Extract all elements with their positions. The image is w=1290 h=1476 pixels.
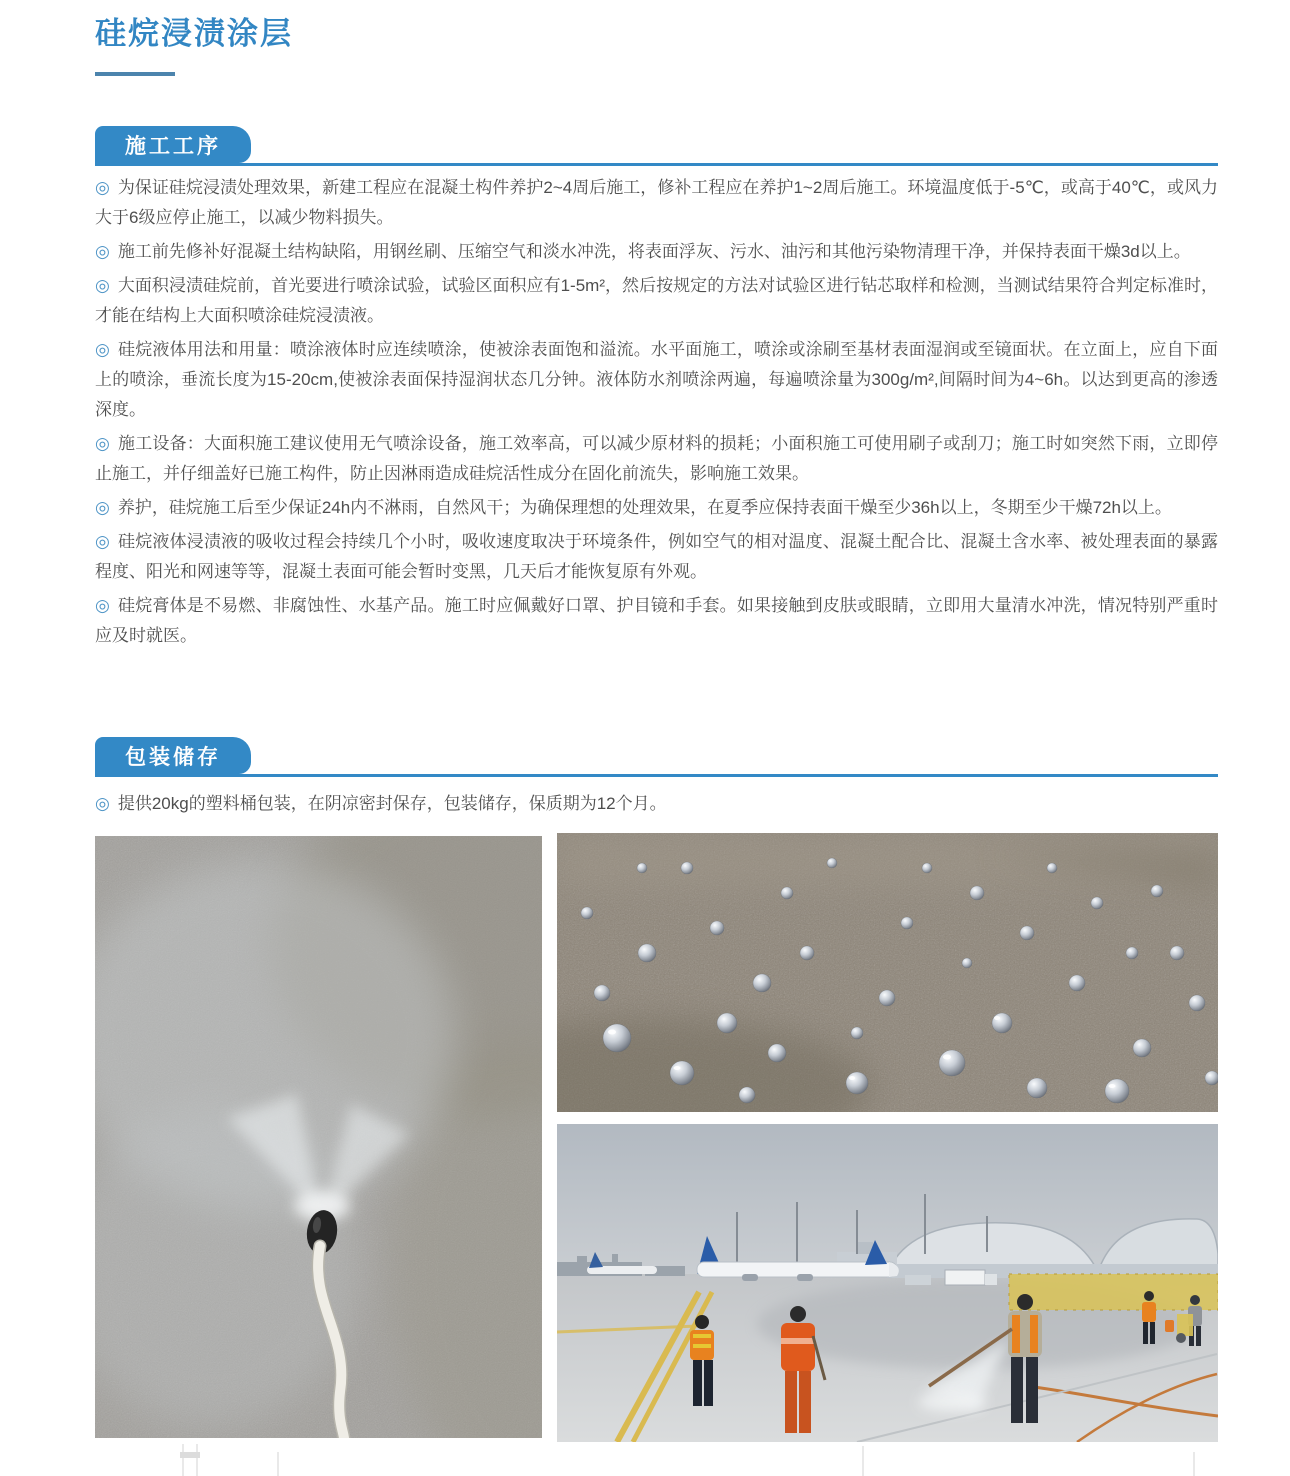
bullet-text: 养护，硅烷施工后至少保证24h内不淋雨，自然风干；为确保理想的处理效果，在夏季应保持表面干燥至少36h以上，冬期至少干燥72h以上。 [117,498,1172,517]
page-title: 硅烷浸渍涂层 [95,16,293,51]
photo-airport-apron-silane-application [557,1124,1218,1442]
bullet-text: 施工设备：大面积施工建议使用无气喷涂设备，施工效率高，可以减少原材料的损耗；小面积施工可使用刷子或刮刀；施工时如突然下雨，立即停止施工，并仔细盖好已施工构件，防止因淋雨造成硅烷活性成分在固化前流失，影响施工效果。 [95,434,1218,483]
bullet-ring-icon: ◎ [95,242,110,261]
bullet-ring-icon: ◎ [95,276,110,295]
bullet-text: 施工前先修补好混凝土结构缺陷，用钢丝刷、压缩空气和淡水冲洗，将表面浮灰、污水、油污和其他污染物清理干净，并保持表面干燥3d以上。 [117,242,1191,261]
photo-water-beading-on-concrete-surface [557,833,1218,1112]
concrete-wall-spray-illustration [95,836,542,1438]
bullet-text: 硅烷液体用法和用量：喷涂液体时应连续喷涂，使被涂表面饱和溢流。水平面施工，喷涂或涂刷至基材表面湿润或至镜面状。在立面上，应自下面上的喷涂，垂流长度为15-20cm,使被涂表面保持湿润状态几分钟。液体防水剂喷涂两遍，每遍喷涂量为300g/m²,间隔时间为4~6h。以达到更高的渗透深度。 [95,340,1218,419]
watermark-stroke [182,1444,184,1476]
bullet-ring-icon: ◎ [95,596,111,615]
bullet-ring-icon: ◎ [95,794,110,813]
title-underline [95,72,175,76]
watermark-stroke [277,1452,279,1476]
watermark-stroke [180,1452,200,1458]
water-beading-illustration [557,833,1218,1112]
bullet-item [95,591,1218,651]
bullet-ring-icon: ◎ [95,178,110,197]
bullet-ring-icon: ◎ [95,498,110,517]
bullet-item [95,493,1218,523]
construction-procedure-text [95,173,1218,655]
photo-silane-spray-on-concrete-wall [95,836,542,1438]
bullet-item [95,237,1218,267]
section-tab-label: 包装储存 [125,745,221,769]
bullet-item [95,173,1218,233]
bullet-item [95,789,1218,819]
construction-fence [1009,1274,1218,1310]
bullet-item [95,429,1218,489]
bullet-ring-icon: ◎ [95,434,111,453]
watermark-stroke [862,1446,864,1476]
bullet-ring-icon: ◎ [95,532,111,551]
packaging-storage-text [95,789,1218,823]
bullet-text: 提供20kg的塑料桶包装，在阴凉密封保存，包装储存，保质期为12个月。 [117,794,667,813]
bullet-item [95,271,1218,331]
airport-apron-illustration [557,1124,1218,1442]
bullet-item [95,527,1218,587]
bullet-item [95,335,1218,425]
bullet-text: 硅烷液体浸渍液的吸收过程会持续几个小时，吸收速度取决于环境条件，例如空气的相对温度、混凝土配合比、混凝土含水率、被处理表面的暴露程度、阳光和网速等等，混凝土表面可能会暂时变黑，几天后才能恢复原有外观。 [95,532,1218,581]
section-tab-construction-procedure [95,126,251,163]
bullet-text: 硅烷膏体是不易燃、非腐蚀性、水基产品。施工时应佩戴好口罩、护目镜和手套。如果接触到皮肤或眼睛，立即用大量清水冲洗，情况特别严重时应及时就医。 [95,596,1218,645]
section-tab-packaging-storage [95,737,251,774]
section-tab-label: 施工工序 [125,134,221,158]
bullet-ring-icon: ◎ [95,340,111,359]
watermark-stroke [1193,1452,1195,1476]
section-rule [95,163,1218,166]
section-rule [95,774,1218,777]
bullet-text: 为保证硅烷浸渍处理效果，新建工程应在混凝土构件养护2~4周后施工，修补工程应在养护1~2周后施工。环境温度低于-5℃，或高于40℃，或风力大于6级应停止施工，以减少物料损失。 [95,178,1218,227]
watermark-stroke [196,1444,198,1476]
bullet-text: 大面积浸渍硅烷前，首光要进行喷涂试验，试验区面积应有1-5m²，然后按规定的方法对试验区进行钻芯取样和检测，当测试结果符合判定标准时，才能在结构上大面积喷涂硅烷浸渍液。 [95,276,1219,325]
